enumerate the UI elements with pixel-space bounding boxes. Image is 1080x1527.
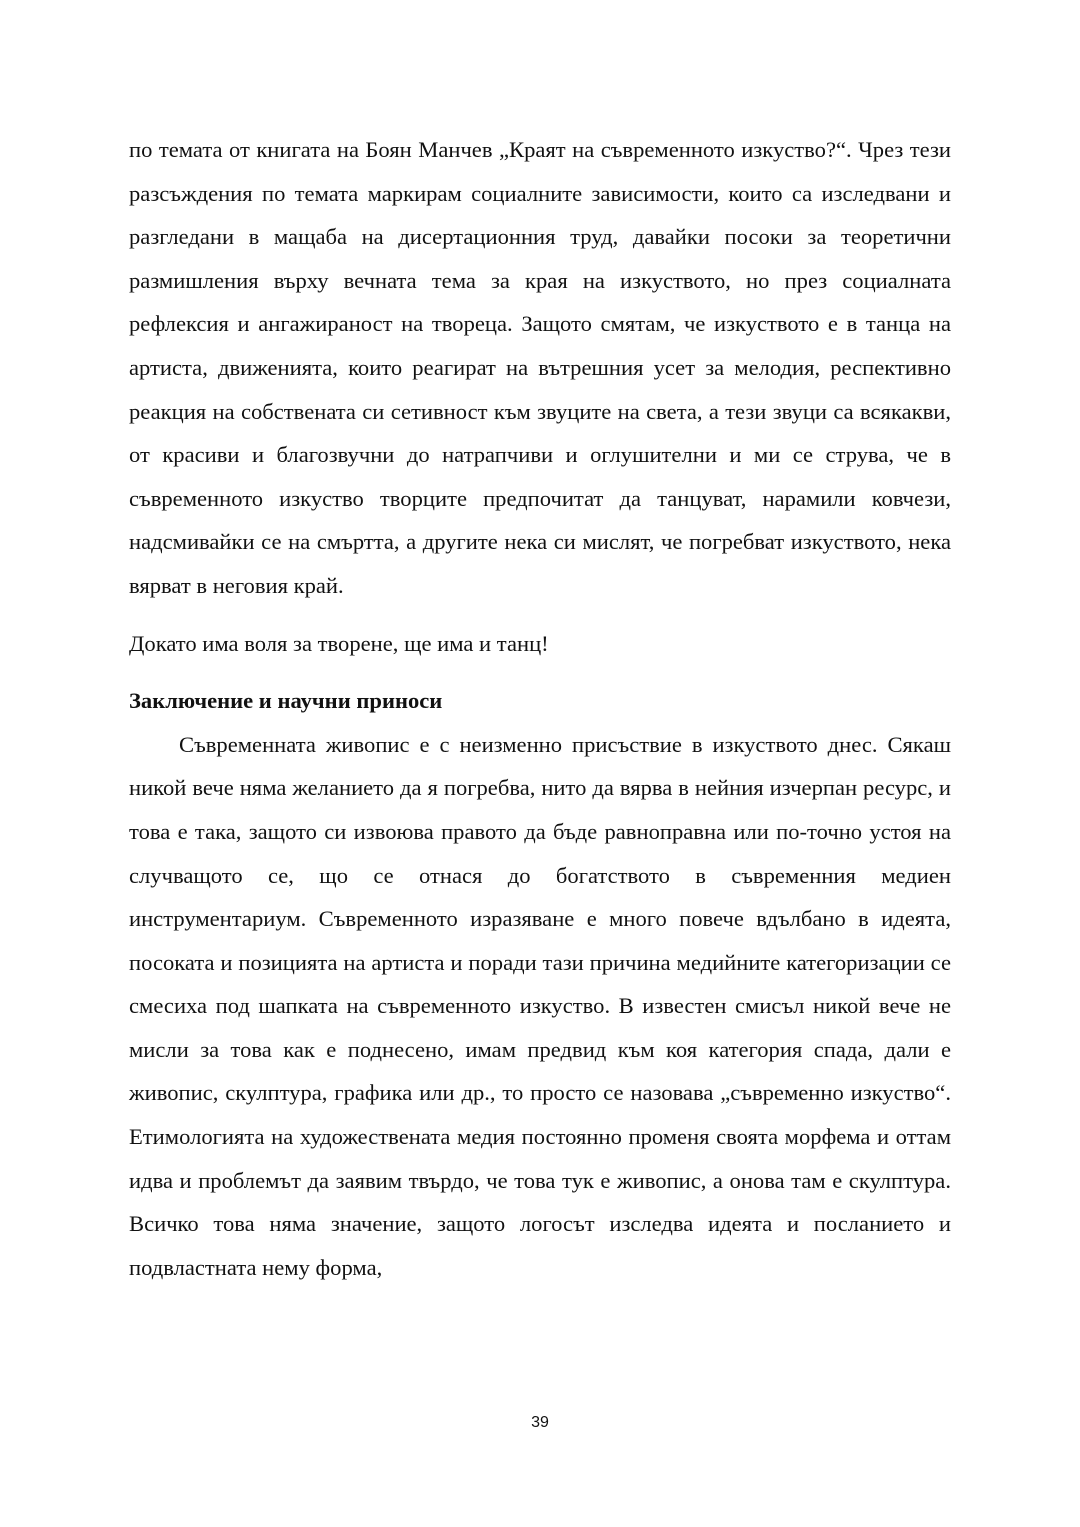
section-paragraph: Съвременната живопис е с неизменно присъствие в изкуството днес. Сякаш никой вече няма желанието да я погребва, нито да вярва в нейния изчерпан ресурс, и това е така, защото си извоюва правото да бъде равноправна или по-точно устоя на случващото се, що се отнася до богатството в съвременния медиен инструментариум. Съвременното изразяване е много повече вдълбано в идеята, посоката и позицията на артиста и поради тази причина медийните категоризации се смесиха под шапката на съвременното изкуство. В известен смисъл никой вече не мисли за това как е поднесено, имам предвид към коя категория спада, дали е живопис, скулптура, графика или др., то просто се назовава „съвременно изкуство“. Етимологията на художествената медия постоянно променя своята морфема и оттам идва и проблемът да заявим твърдо, че това тук е живопис, а онова там е скулптура. Всичко това няма значение, защото логосът изследва идеята и посланието и подвластната нему форма, (129, 731, 951, 1280)
closing-sentence: Докато има воля за творене, ще има и танц! (129, 630, 549, 656)
body-paragraph: по темата от книгата на Боян Манчев „Краят на съвременното изкуство?“. Чрез тези разсъждения по темата маркирам социалните зависимости, които са изследвани и разгледани в мащаба на дисертационния труд, давайки посоки за теоретични размишления върху вечната тема за края на изкуството, но през социалната рефлексия и ангажираност на твореца. Защото смятам, че изкуството е в танца на артиста, движенията, които реагират на вътрешния усет за мелодия, респективно реакция на собствената си сетивност към звуците на света, а тези звуци са всякакви, от красиви и благозвучни до натрапчиви и оглушителни и ми се струва, че в съвременното изкуство творците предпочитат да танцуват, нарамили ковчези, надсмивайки се на смъртта, а другите нека си мислят, че погребват изкуството, нека вярват в неговия край. (129, 137, 951, 598)
page-content (129, 128, 951, 1289)
section-heading: Заключение и научни приноси (129, 688, 443, 714)
page-number: 39 (531, 1414, 549, 1431)
